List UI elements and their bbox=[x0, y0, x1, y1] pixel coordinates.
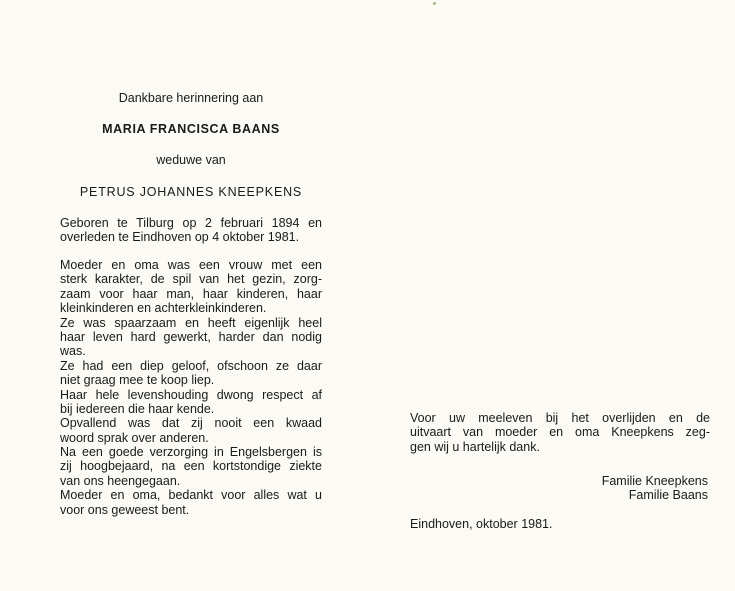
text-line: bij iedereen die haar kende. bbox=[60, 401, 215, 416]
signature-baans: Familie Baans bbox=[628, 488, 708, 503]
text-line: voor ons geweest bent. bbox=[60, 502, 190, 517]
place-date: Eindhoven, oktober 1981. bbox=[410, 517, 553, 531]
text-line: Ze was spaarzaam en heeft eigenlijk heel bbox=[60, 315, 322, 330]
birth-death-paragraph bbox=[60, 216, 322, 245]
text-line: Moeder en oma was een vrouw met een bbox=[60, 258, 322, 272]
text-line: was. bbox=[60, 344, 86, 359]
text-line: Ze had een diep geloof, ofschoon ze daar bbox=[60, 358, 322, 373]
signature-kneepkens: Familie Kneepkens bbox=[601, 474, 708, 488]
text-line: van ons heengegaan. bbox=[60, 473, 181, 488]
text-line: haar leven hard gewerkt, harder dan nodig bbox=[60, 329, 322, 344]
memorial-text bbox=[60, 258, 322, 517]
text-line: Moeder en oma, bedankt voor alles wat u bbox=[60, 488, 322, 503]
spouse-name: PETRUS JOHANNES KNEEPKENS bbox=[79, 185, 303, 199]
deceased-name: MARIA FRANCISCA BAANS bbox=[102, 122, 280, 136]
birth-line: Geboren te Tilburg op 2 februari 1894 en bbox=[60, 216, 322, 230]
text-line: sterk karakter, de spil van het gezin, zorg- bbox=[60, 272, 322, 287]
relation-line: weduwe van bbox=[156, 153, 226, 167]
intro-line: Dankbare herinnering aan bbox=[118, 91, 264, 105]
death-line: overleden te Eindhoven op 4 oktober 1981. bbox=[60, 230, 300, 245]
text-line: niet graag mee te koop liep. bbox=[60, 373, 215, 388]
text-line: Na een goede verzorging in Engelsbergen is bbox=[60, 445, 322, 460]
text-line: zaam voor haar man, haar kinderen, haar bbox=[60, 286, 322, 301]
thanks-line: gen wij u hartelijk dank. bbox=[410, 439, 540, 454]
family-signatures bbox=[410, 474, 708, 503]
paper-speck bbox=[433, 2, 436, 5]
text-line: Haar hele levenshouding dwong respect af bbox=[60, 387, 322, 402]
text-line: woord sprak over anderen. bbox=[60, 430, 209, 445]
text-line: Opvallend was dat zij nooit een kwaad bbox=[60, 416, 322, 431]
thanks-line: uitvaart van moeder en oma Kneepkens zeg- bbox=[410, 425, 710, 440]
thanks-paragraph bbox=[410, 411, 710, 454]
text-line: zij hoogbejaard, na een kortstondige ziekte bbox=[60, 459, 322, 474]
thanks-line: Voor uw meeleven bij het overlijden en de bbox=[410, 411, 710, 425]
text-line: kleinkinderen en achterkleinkinderen. bbox=[60, 301, 267, 316]
